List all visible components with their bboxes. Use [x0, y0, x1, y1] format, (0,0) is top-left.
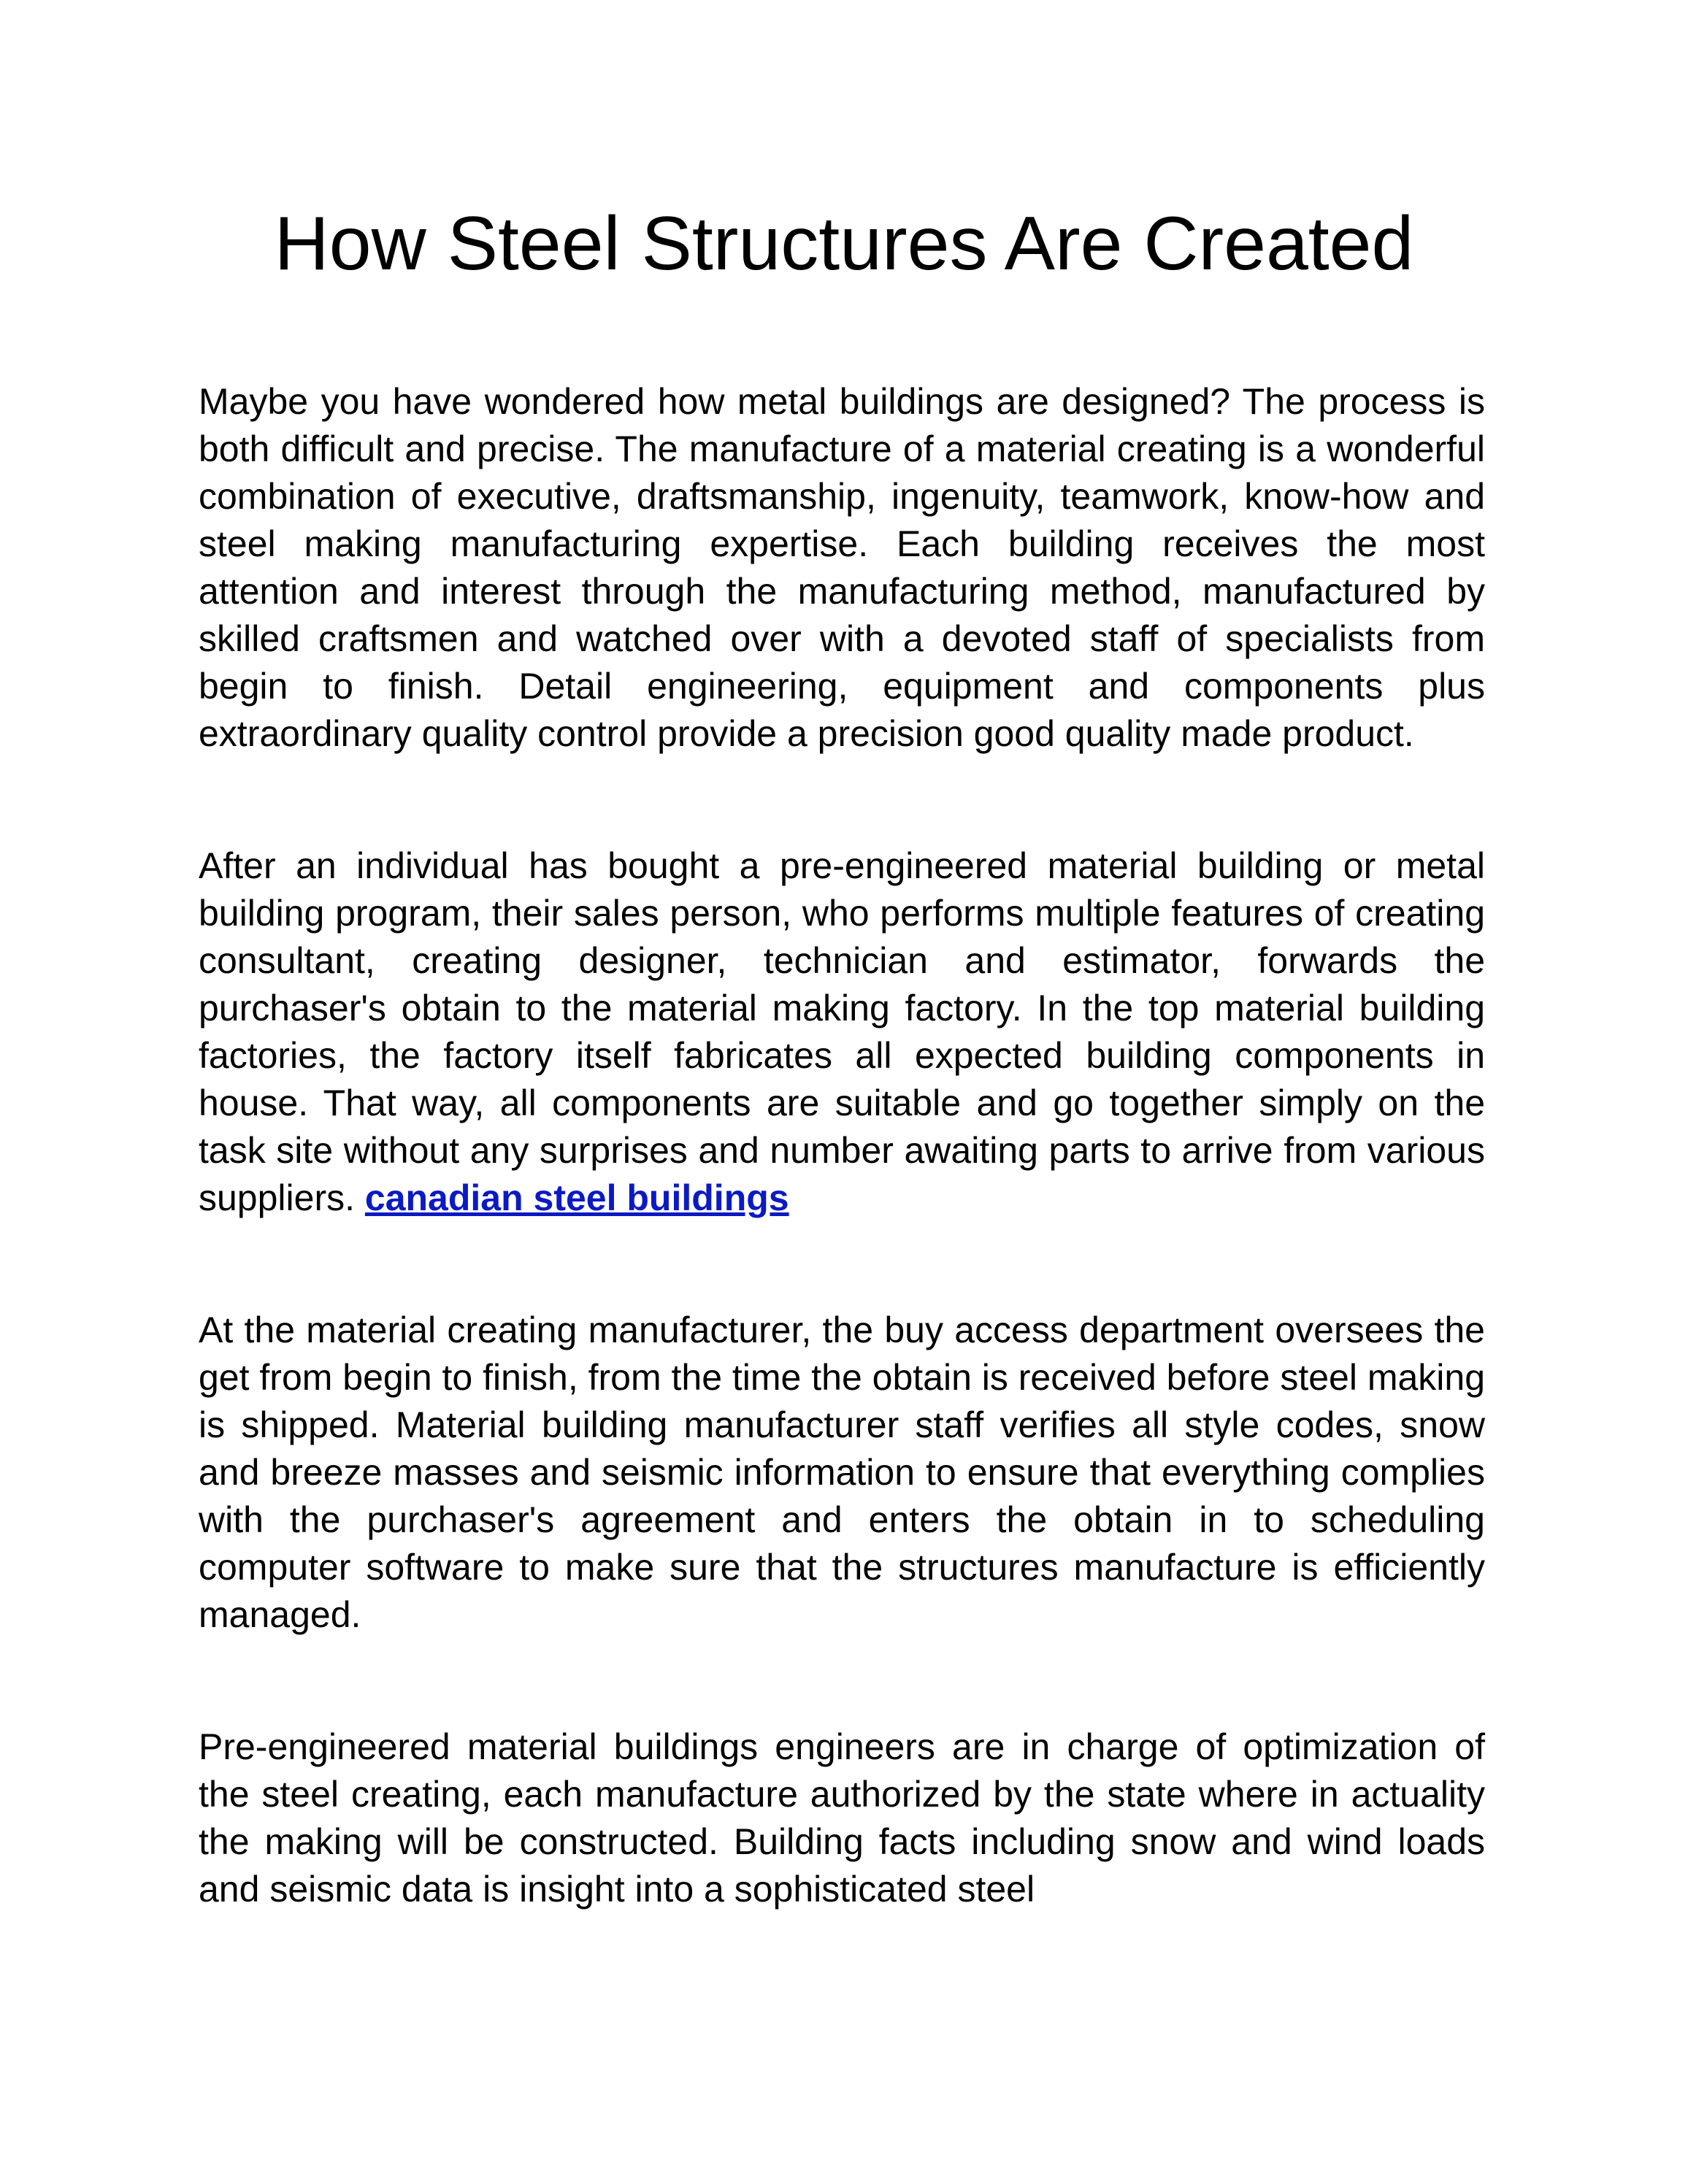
paragraph-2	[199, 842, 1485, 1222]
paragraph-2-text: After an individual has bought a pre-engineered material building or metal building program, their sales person, who performs multiple features of creating consultant, creating designer, technician and estimator, forwards the purchaser's obtain to the material making factory. In the top material building factories, the factory itself fabricates all expected building components in house. That way, all components are suitable and go together simply on the task site without any surprises and number awaiting parts to arrive from various suppliers.	[199, 845, 1485, 1218]
paragraph-3	[199, 1307, 1485, 1639]
canadian-steel-buildings-link[interactable]: canadian steel buildings	[364, 1177, 789, 1218]
paragraph-4	[199, 1723, 1485, 1913]
paragraph-3-text: At the material creating manufacturer, the buy access department oversees the get from begin to finish, from the time the obtain is received before steel making is shipped. Material building manufacturer staff verifies all style codes, snow and breeze masses and seismic information to ensure that everything complies with the purchaser's agreement and enters the obtain in to scheduling computer software to make sure that the structures manufacture is efficiently managed.	[199, 1310, 1486, 1635]
paragraph-1-text: Maybe you have wondered how metal buildings are designed? The process is both difficult and precise. The manufacture of a material creating is a wonderful combination of executive, draftsmanship, ingenuity, teamwork, know-how and steel making manufacturing expertise. Each building receives the most attention and interest through the manufacturing method, manufactured by skilled craftsmen and watched over with a devoted staff of specialists from begin to finish. Detail engineering, equipment and components plus extraordinary quality control provide a precision good quality made product.	[199, 381, 1485, 754]
page-title: How Steel Structures Are Created	[274, 201, 1414, 286]
document-body	[199, 378, 1485, 1913]
paragraph-1	[199, 378, 1485, 758]
paragraph-4-text: Pre-engineered material buildings engineers are in charge of optimization of the steel creating, each manufacture authorized by the state where in actuality the making will be constructed. Building facts including snow and wind loads and seismic data is insight into a sophisticated steel	[199, 1726, 1485, 1910]
